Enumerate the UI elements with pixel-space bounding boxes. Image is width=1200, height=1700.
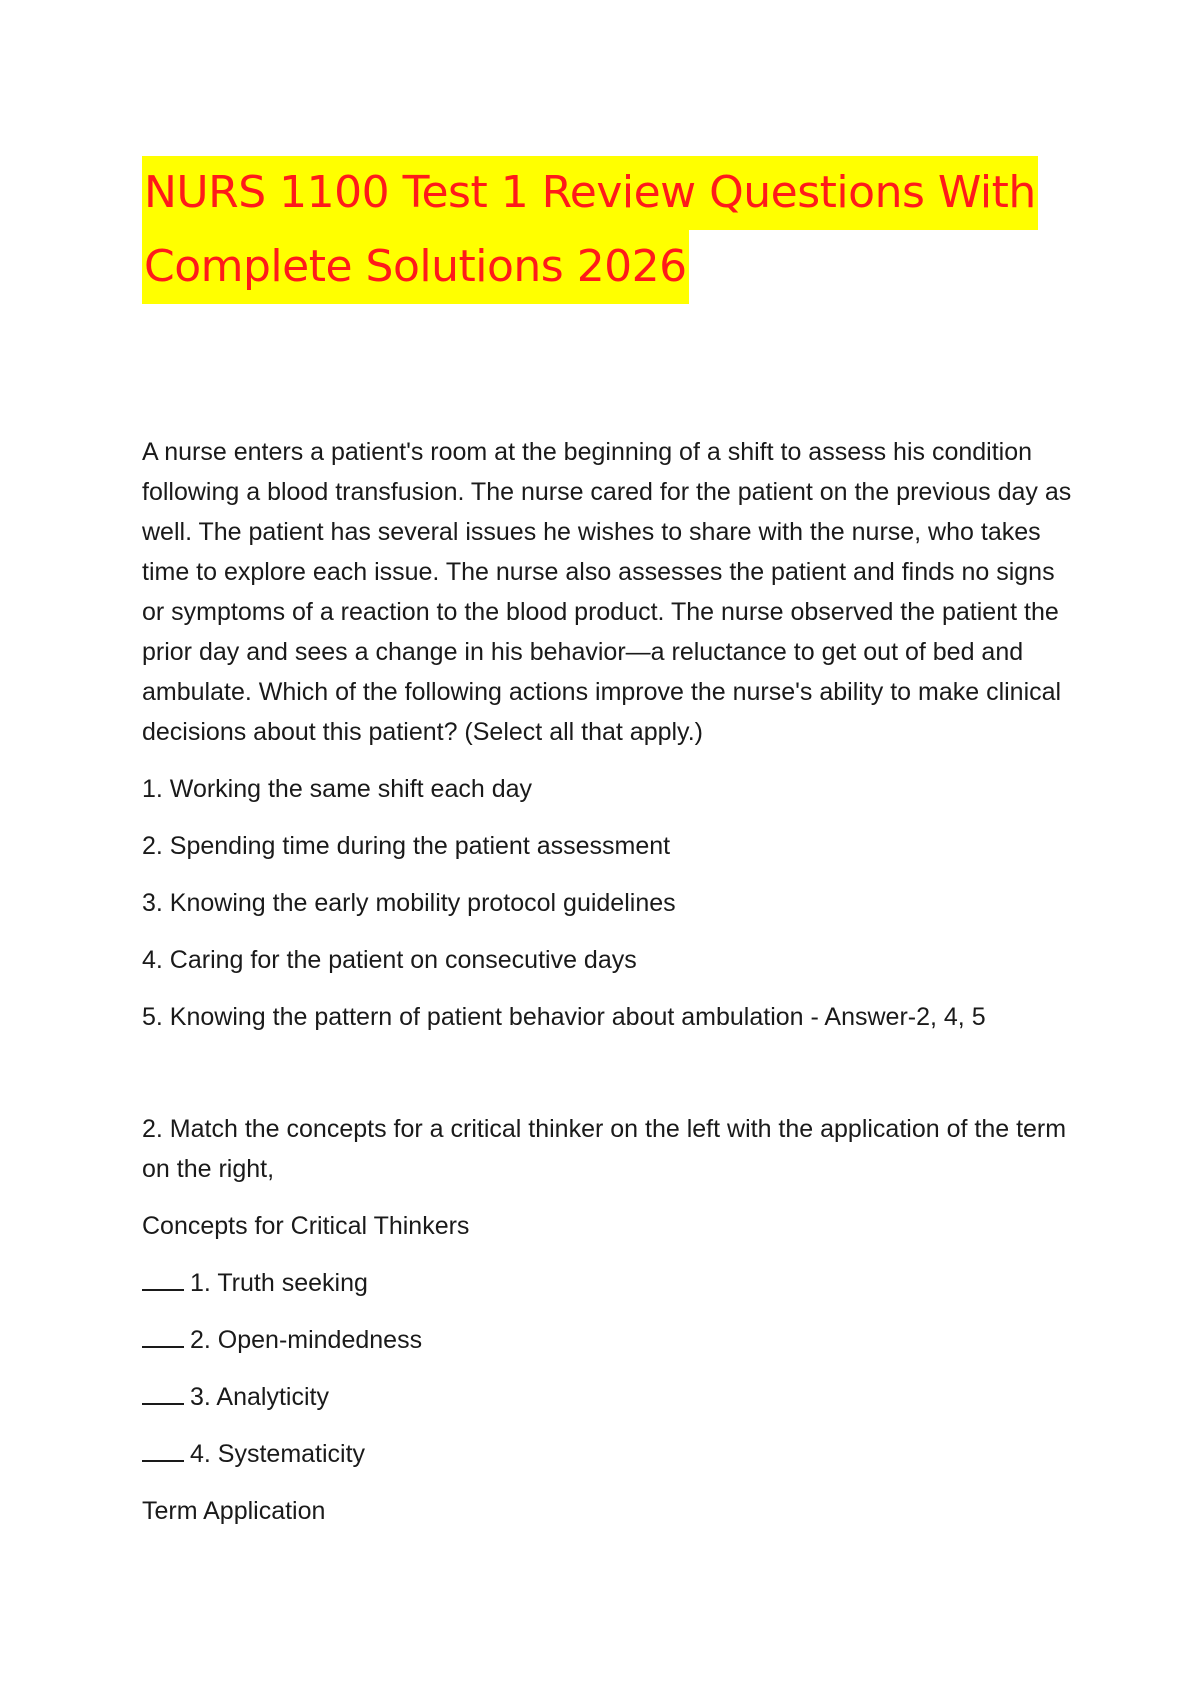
question-1-prompt: A nurse enters a patient's room at the beginning of a shift to assess his condition following a blood transfusion. The nurse cared for the patient on the previous day as well. The patient has several issues he wishes to share with the nurse, who takes time to explore each issue. The nurse also assesses the patient and finds no signs or symptoms of a reaction to the blood product. The nurse observed the patient the prior day and sees a change in his behavior—a reluctance to get out of bed and ambulate. Which of the following actions improve the nurse's ability to make clinical decisions about this patient? (Select all that apply.) bbox=[142, 438, 1072, 746]
concept-item bbox=[142, 1263, 1072, 1303]
answer-blank bbox=[142, 1440, 184, 1462]
concept-label: 4. Systematicity bbox=[190, 1440, 366, 1468]
concept-item bbox=[142, 1377, 1072, 1417]
document-title bbox=[142, 156, 1042, 304]
concept-label: 2. Open-mindedness bbox=[190, 1326, 423, 1354]
title-line-1: NURS 1100 Test 1 Review Questions With bbox=[142, 156, 1038, 230]
question-1-option: 3. Knowing the early mobility protocol guidelines bbox=[142, 889, 676, 917]
question-1-options bbox=[142, 769, 1072, 1037]
concept-label: 3. Analyticity bbox=[190, 1383, 329, 1411]
title-line-2: Complete Solutions 2026 bbox=[142, 230, 689, 304]
concept-label: 1. Truth seeking bbox=[190, 1269, 368, 1297]
answer-blank bbox=[142, 1383, 184, 1405]
concepts-heading: Concepts for Critical Thinkers bbox=[142, 1212, 470, 1240]
concept-item bbox=[142, 1320, 1072, 1360]
question-1-option-answer: 5. Knowing the pattern of patient behavior about ambulation - Answer-2, 4, 5 bbox=[142, 1003, 986, 1031]
concept-item bbox=[142, 1434, 1072, 1474]
question-2-prompt: 2. Match the concepts for a critical thinker on the left with the application of the term on the right, bbox=[142, 1115, 1067, 1183]
answer-blank bbox=[142, 1269, 184, 1291]
document-body bbox=[142, 432, 1072, 1531]
term-application-heading: Term Application bbox=[142, 1497, 326, 1525]
question-1-option: 4. Caring for the patient on consecutive days bbox=[142, 946, 637, 974]
question-1-option: 2. Spending time during the patient assessment bbox=[142, 832, 671, 860]
question-1-option: 1. Working the same shift each day bbox=[142, 775, 533, 803]
answer-blank bbox=[142, 1326, 184, 1348]
